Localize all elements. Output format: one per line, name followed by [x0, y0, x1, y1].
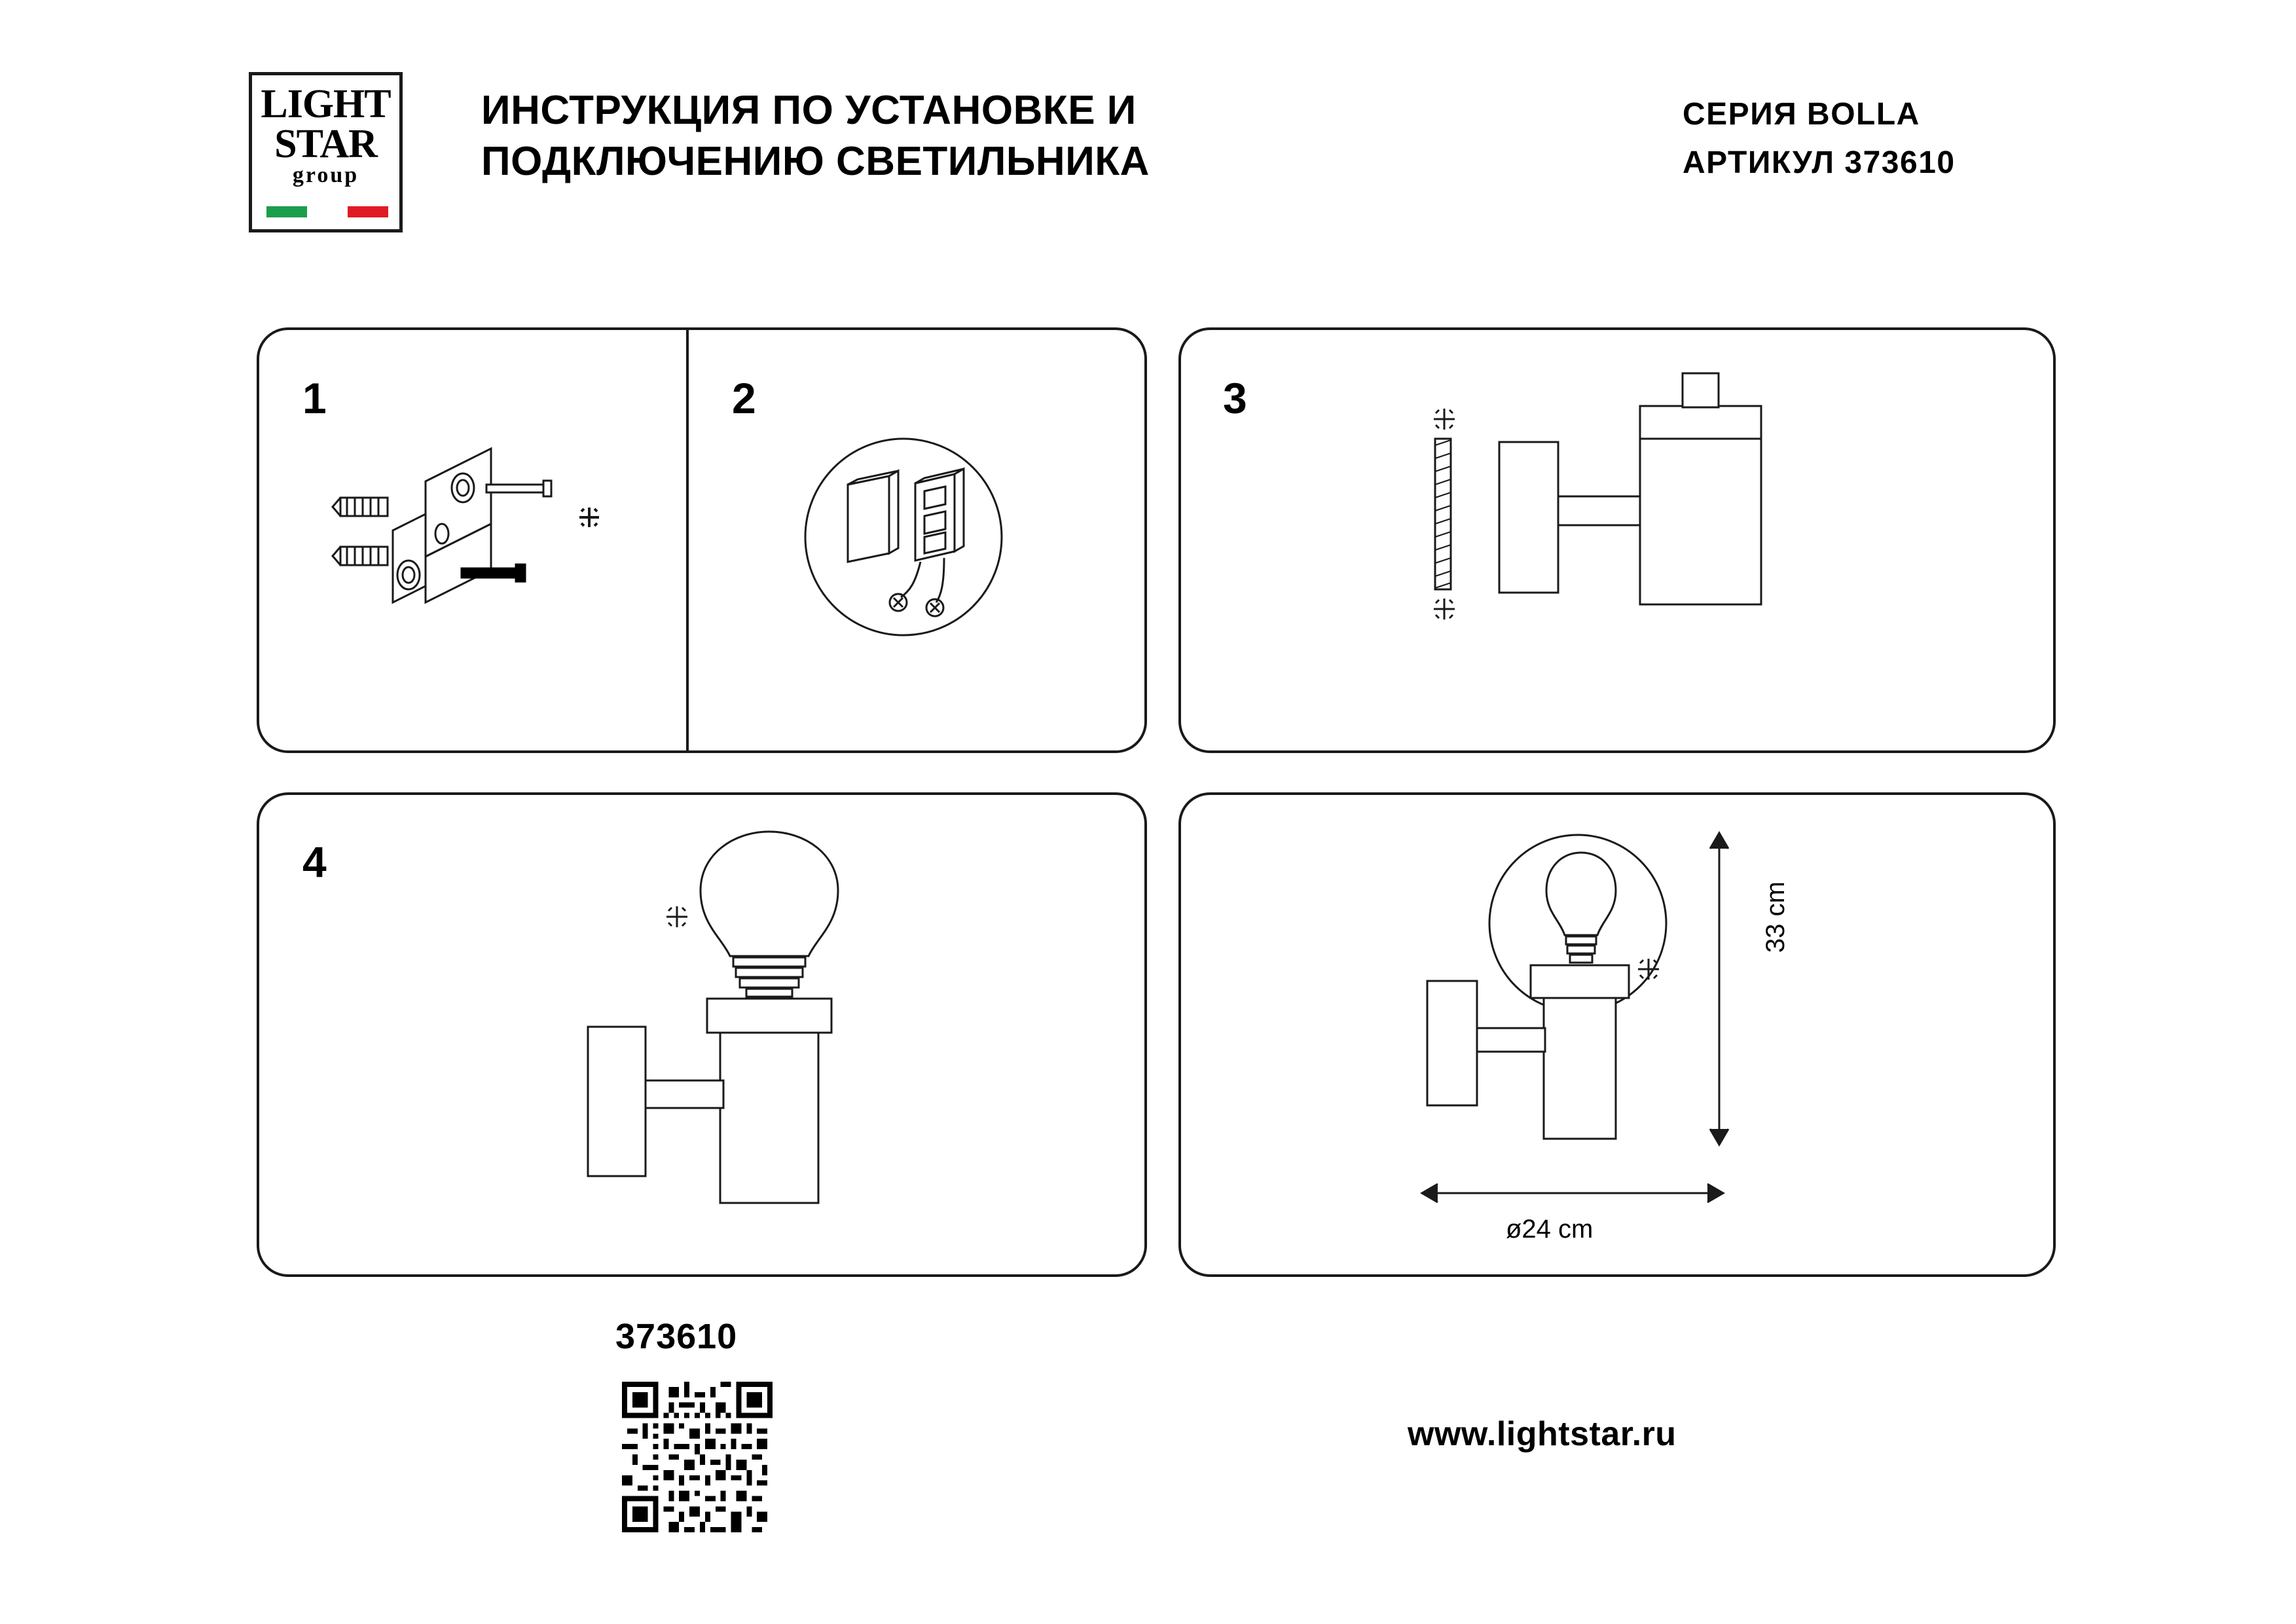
- italian-flag-icon: [266, 206, 388, 217]
- article-label: АРТИКУЛ 373610: [1683, 145, 1956, 181]
- page-header: [249, 65, 2082, 262]
- page-title: ИНСТРУКЦИЯ ПО УСТАНОВКЕ И ПОДКЛЮЧЕНИЮ СВЕТИЛЬНИКА: [481, 88, 1150, 185]
- step-number-1: 1: [302, 374, 327, 422]
- step-number-2: 2: [732, 374, 756, 422]
- step-number-4: 4: [302, 838, 327, 886]
- figure-dimensions: [1355, 819, 2010, 1264]
- figure-wiring-terminal: [773, 406, 1048, 681]
- lightstar-logo: [249, 72, 403, 232]
- figure-bracket-mounting: [327, 419, 668, 668]
- product-info: [1683, 90, 2272, 188]
- footer-website: www.lightstar.ru: [1408, 1415, 1677, 1453]
- figure-fixture-assembly: [1394, 367, 2010, 707]
- series-label: СЕРИЯ BOLLA: [1683, 97, 1920, 132]
- diameter-dimension-label: ø24 cm: [1506, 1215, 1594, 1244]
- panel-divider: [686, 327, 689, 753]
- footer-article-code: 373610: [615, 1317, 738, 1356]
- step-number-3: 3: [1223, 374, 1247, 422]
- height-dimension-label: 33 cm: [1761, 881, 1790, 953]
- qr-code: [622, 1382, 773, 1532]
- logo-line-3: group: [292, 162, 359, 187]
- figure-lamp-insertion: [511, 819, 1100, 1251]
- logo-line-1: LIGHT: [261, 82, 391, 126]
- logo-text-block: [252, 84, 399, 186]
- logo-line-2: STAR: [274, 121, 377, 166]
